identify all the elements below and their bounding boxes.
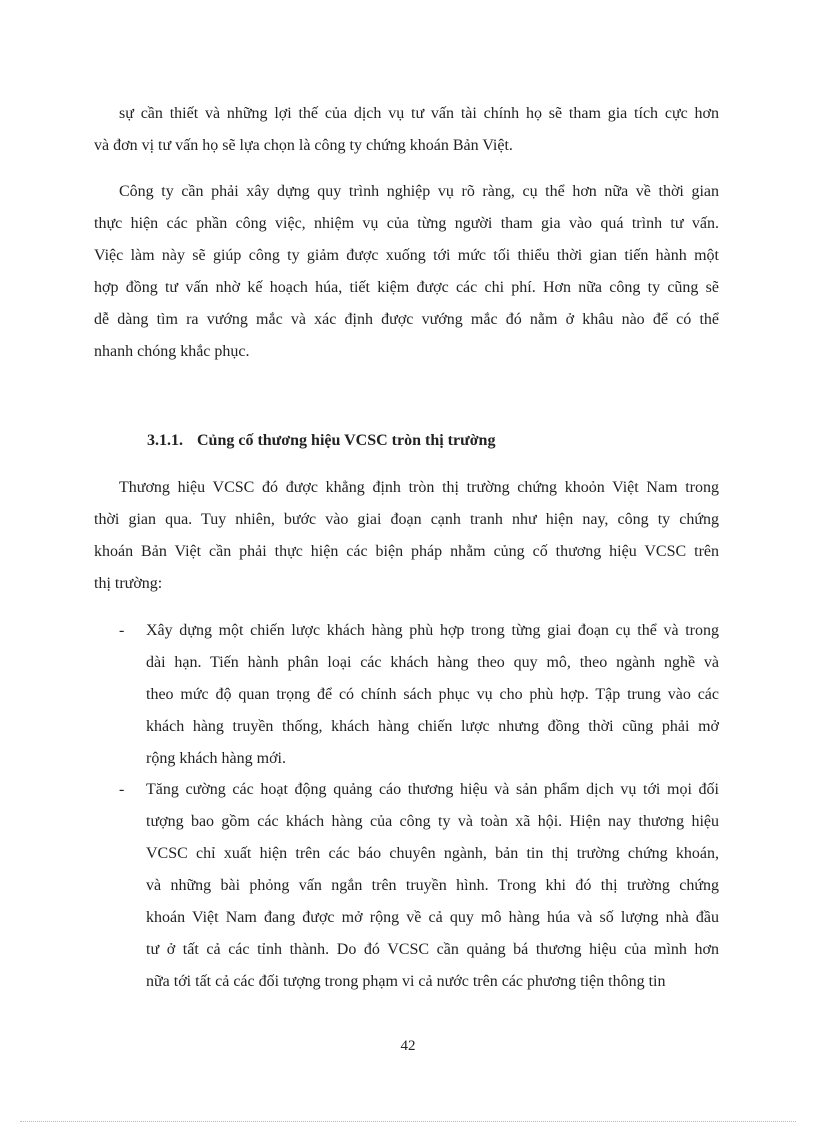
text-line: hợp đồng tư vấn nhờ kế hoạch húa, tiết kiệm được các chi phí. Hơn nữa công ty cũng sẽ (94, 279, 719, 296)
text-line: sự cần thiết và những lợi thế của dịch vụ tư vấn tài chính họ sẽ tham gia tích cực hơn (119, 105, 719, 122)
text-line: nữa tới tất cả các đối tượng trong phạm vi cả nước trên các phương tiện thông tin (146, 973, 666, 990)
text-line: Việc làm này sẽ giúp công ty giảm được xuống tới mức tối thiểu thời gian tiến hành một (94, 247, 719, 264)
text-line: Xây dựng một chiến lược khách hàng phù hợp trong từng giai đoạn cụ thể và trong (146, 622, 719, 639)
page-number: 42 (400, 1038, 416, 1054)
text-line: nhanh chóng khắc phục. (94, 343, 250, 360)
text-line: Thương hiệu VCSC đó được khẳng định tròn thị trường chứng khoỏn Việt Nam trong (119, 479, 719, 496)
text-line: dễ dàng tìm ra vướng mắc và xác định được vướng mắc đó nằm ở khâu nào để có thể (94, 311, 719, 328)
bullet-marker: - (119, 622, 125, 639)
text-line: Công ty cần phải xây dựng quy trình nghiệp vụ rõ ràng, cụ thể hơn nữa về thời gian (119, 183, 719, 200)
text-line: dài hạn. Tiến hành phân loại các khách hàng theo quy mô, theo ngành nghề và (146, 654, 719, 671)
text-line: khoán Bản Việt cần phải thực hiện các biện pháp nhằm củng cố thương hiệu VCSC trên (94, 543, 719, 560)
text-line: thị trường: (94, 575, 163, 592)
text-line: theo mức độ quan trọng để có chính sách phục vụ cho phù hợp. Tập trung vào các (146, 686, 719, 703)
text-line: thực hiện các phần công việc, nhiệm vụ của từng người tham gia vào quá trình tư vấn. (94, 215, 719, 232)
text-line: thời gian qua. Tuy nhiên, bước vào giai đoạn cạnh tranh như hiện nay, công ty chứng (94, 511, 719, 528)
text-line: tư ở tất cả các tỉnh thành. Do đó VCSC cần quảng bá thương hiệu của mình hơn (146, 941, 719, 958)
section-number: 3.1.1. (147, 432, 183, 449)
section-heading (147, 431, 495, 451)
section-title: Củng cố thương hiệu VCSC tròn thị trường (197, 432, 496, 449)
text-line: rộng khách hàng mới. (146, 750, 286, 767)
bullet-marker: - (119, 781, 125, 798)
text-line: khoán Việt Nam đang được mở rộng về cả quy mô hàng húa và số lượng nhà đầu (146, 909, 719, 926)
text-line: và những bài phỏng vấn ngắn trên truyền hình. Trong khi đó thị trường chứng (146, 877, 719, 894)
page-edge-divider (20, 1121, 796, 1122)
text-line: khách hàng truyền thống, khách hàng chiến lược nhưng đồng thời cũng phải mở (146, 718, 719, 735)
text-line: VCSC chỉ xuất hiện trên các báo chuyên ngành, bản tin thị trường chứng khoán, (146, 845, 719, 862)
text-line: và đơn vị tư vấn họ sẽ lựa chọn là công ty chứng khoán Bản Việt. (94, 137, 513, 154)
text-line: Tăng cường các hoạt động quảng cáo thương hiệu và sản phẩm dịch vụ tới mọi đối (146, 781, 719, 798)
text-line: tượng bao gồm các khách hàng của công ty và toàn xã hội. Hiện nay thương hiệu (146, 813, 719, 830)
